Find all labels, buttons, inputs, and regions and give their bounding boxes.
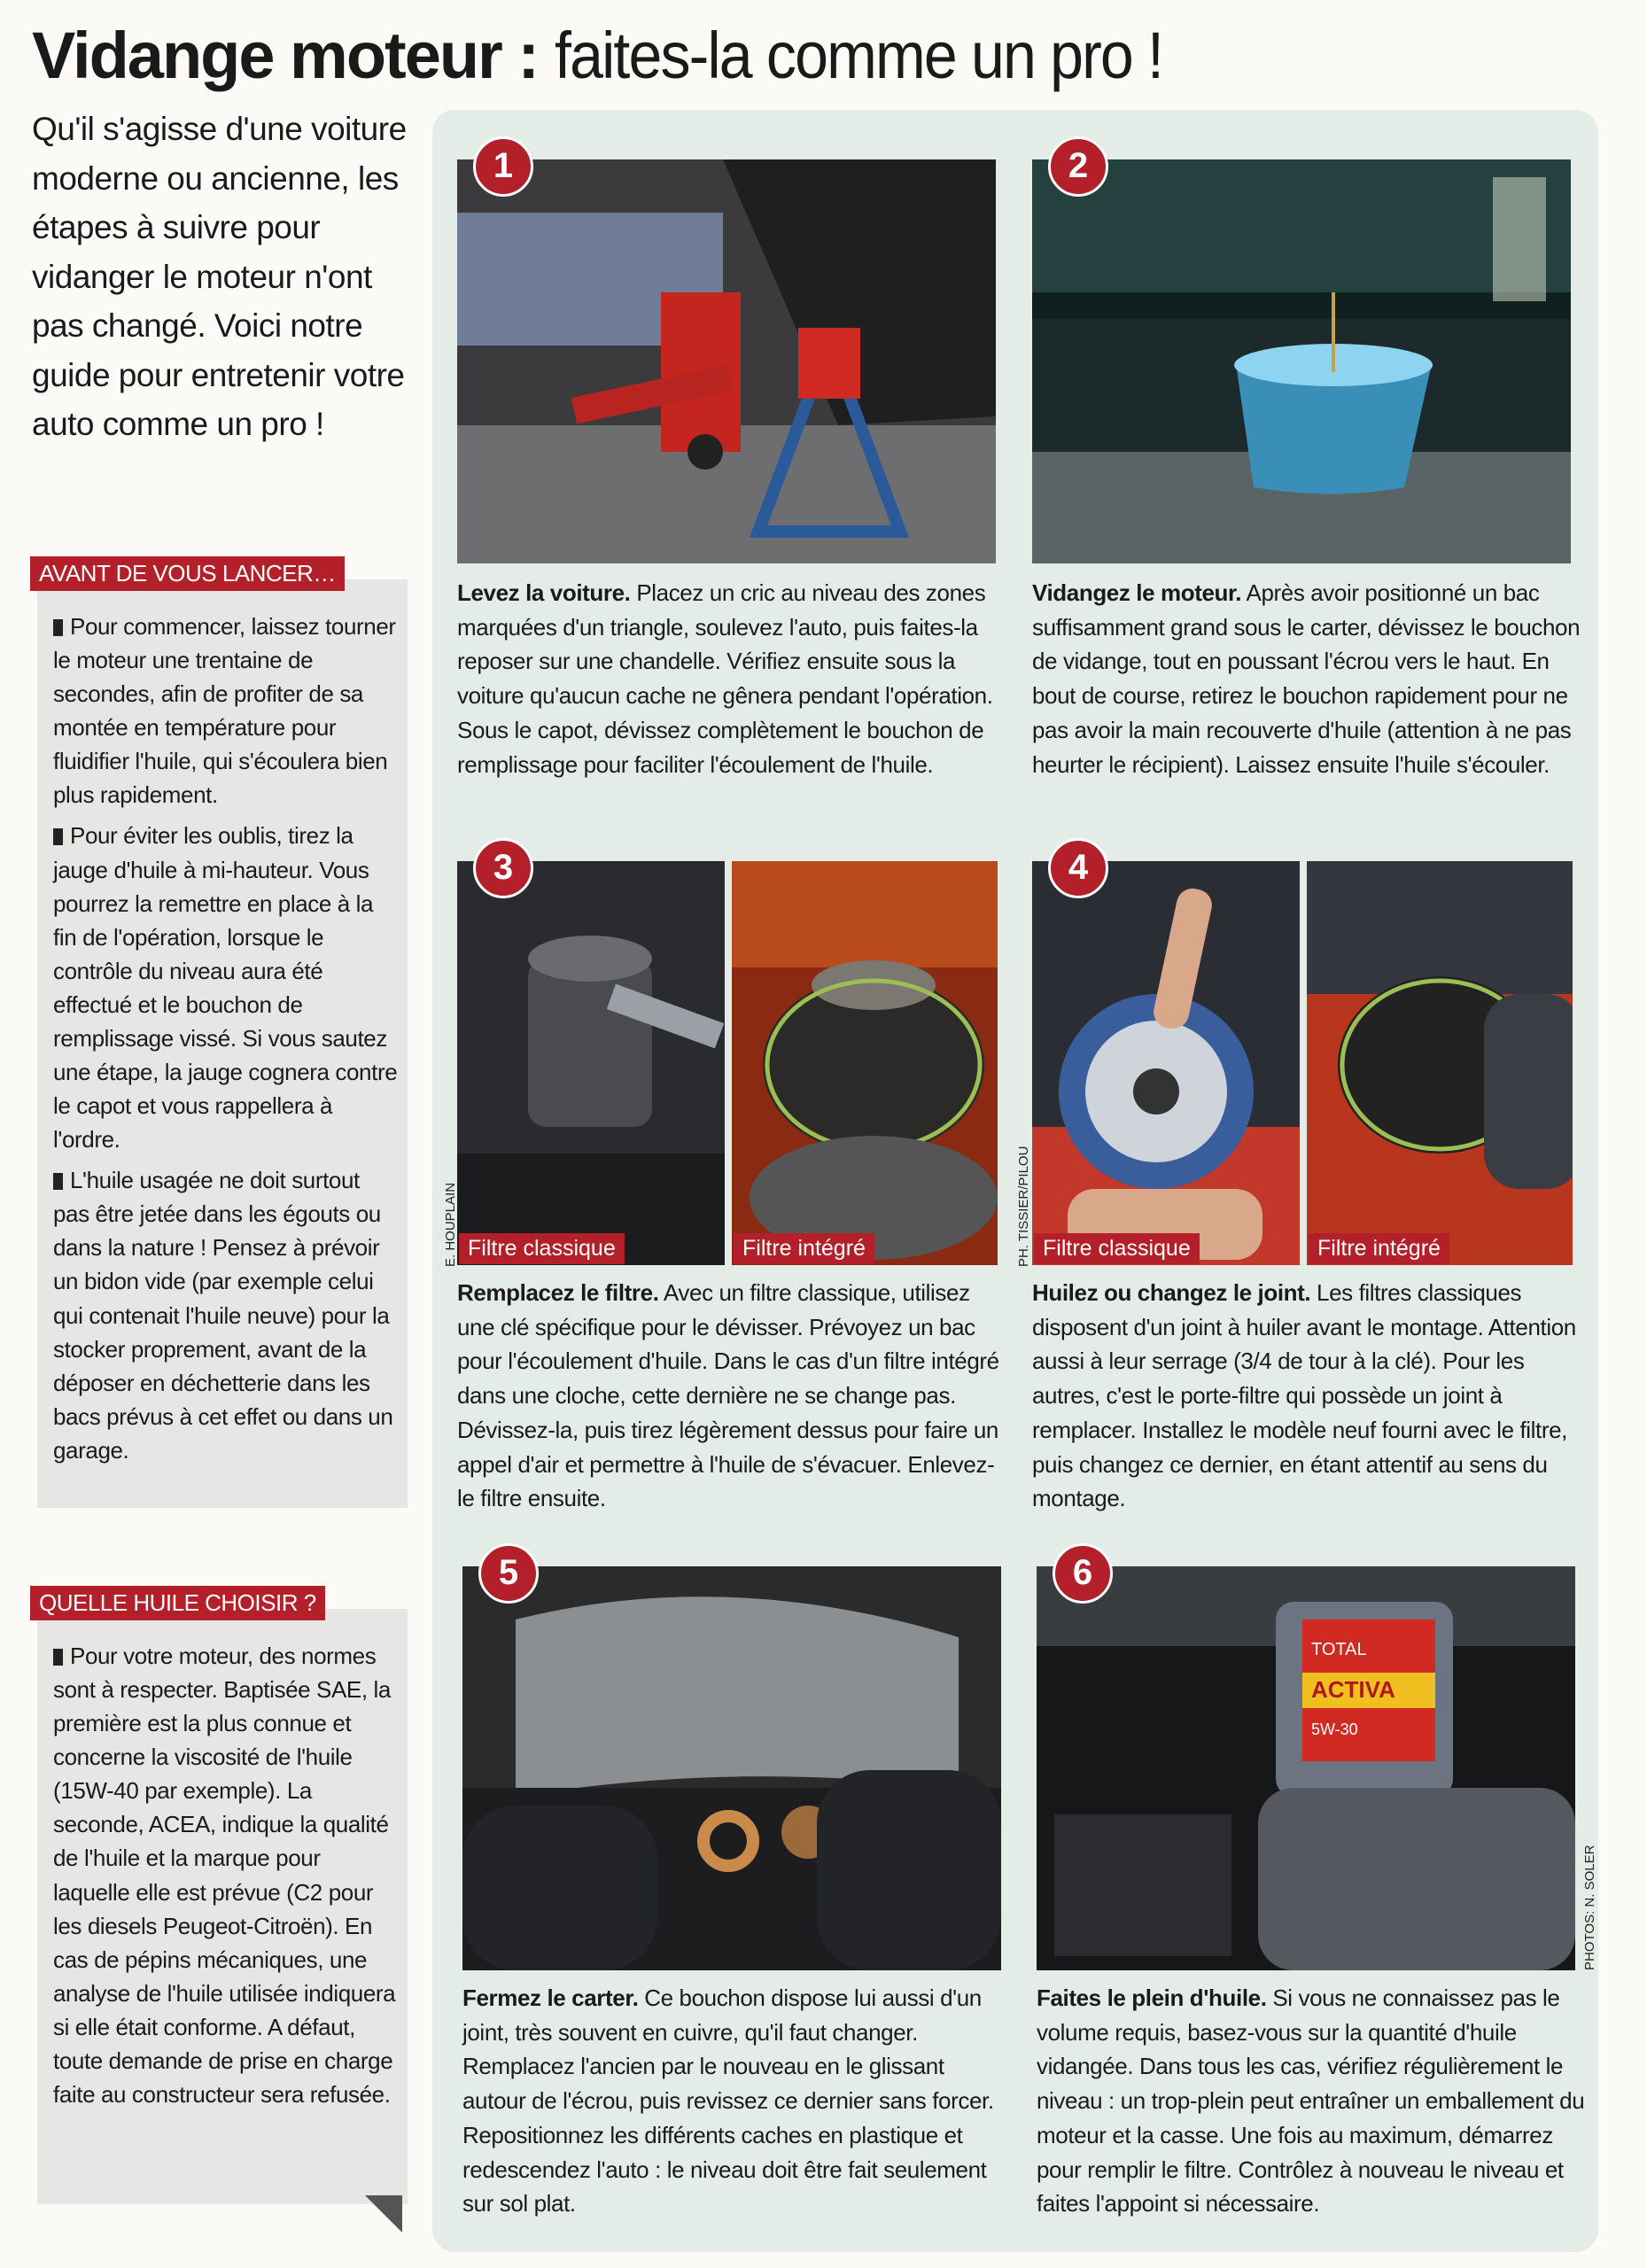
title-bold: Vidange moteur :	[32, 19, 539, 92]
step-lead: Fermez le carter.	[462, 1984, 639, 2011]
step-4-photo-classic	[1032, 861, 1300, 1265]
step-2-photo	[1032, 159, 1571, 563]
photo-credit: E. HOUPLAIN	[443, 1182, 458, 1267]
step-5-photo	[462, 1566, 1001, 1970]
sidebar-paragraph	[53, 819, 399, 1156]
step-1-photo	[457, 159, 996, 563]
step-5-text	[462, 1981, 1012, 2221]
step-lead: Faites le plein d'huile.	[1037, 1984, 1267, 2011]
photo-credit: PHOTOS: N. SOLER	[1582, 1845, 1597, 1970]
photo-credit: PH. TISSIER/PILOU	[1016, 1146, 1031, 1267]
paragraph-text: Pour commencer, laissez tourner le moteur une trentaine de secondes, afin de profiter de sa montée en température pour fluidifier l'huile, qui s'écoulera bien plus rapidement.	[53, 613, 396, 809]
step-3-badge: 3	[473, 838, 533, 898]
bottle-product: ACTIVA	[1311, 1676, 1395, 1703]
corner-triangle	[365, 2195, 402, 2233]
sidebar-heading: QUELLE HUILE CHOISIR ?	[30, 1586, 325, 1620]
sidebar-box-before-start	[37, 560, 408, 1508]
step-2-badge: 2	[1048, 136, 1108, 197]
step-body: Après avoir positionné un bac suffisamment grand sous le carter, dévissez le bouchon de vidange, tout en poussant l'écrou vers le haut. En bout de course, retirez le bouchon rapidement pour ne pas avoir la main recouverte d'huile (attention à ne pas heurter le récipient). Laissez ensuite l'huile s'écouler.	[1032, 579, 1581, 778]
step-6-photo	[1037, 1566, 1575, 1970]
bullet-icon	[53, 619, 63, 636]
step-3-text	[457, 1276, 1006, 1516]
step-4-text	[1032, 1276, 1581, 1516]
page-title	[32, 19, 1215, 91]
sidebar-text	[53, 610, 399, 1474]
tag-classic-filter: Filtre classique	[1034, 1233, 1200, 1264]
paragraph-text: L'huile usagée ne doit surtout pas être jetée dans les égouts ou dans la nature ! Pensez à prévoir un bidon vide (par exemple celui qui contenait l'huile neuve) pour la stocker proprement, avant de la déposer en déchetterie dans les bacs prévus à cet effet ou dans un garage.	[53, 1167, 393, 1464]
step-body: Avec un filtre classique, utilisez une clé spécifique pour le dévisser. Prévoyez un bac pour l'écoulement d'huile. Dans le cas d'un filtre intégré dans une cloche, cette dernière ne se change pas. Dévissez-la, puis tirez légèrement dessus pour faire un appel d'air et permettre à l'huile de s'évacuer. Enlevez-le filtre ensuite.	[457, 1279, 999, 1512]
bottle-grade: 5W-30	[1311, 1720, 1358, 1738]
sidebar-text	[53, 1639, 399, 2118]
step-lead: Vidangez le moteur.	[1032, 579, 1242, 606]
step-lead: Levez la voiture.	[457, 579, 631, 606]
step-2-text	[1032, 576, 1581, 781]
bottle-brand: TOTAL	[1311, 1640, 1367, 1659]
step-3-photo-integrated	[732, 861, 998, 1265]
title-rest: faites-la comme un pro !	[554, 19, 1162, 92]
step-3-photo-classic	[457, 861, 725, 1265]
intro-paragraph: Qu'il s'agisse d'une voiture moderne ou ancienne, les étapes à suivre pour vidanger le moteur n'ont pas changé. Voici notre guide pour entretenir votre auto comme un pro !	[32, 111, 407, 442]
step-1-badge: 1	[473, 136, 533, 197]
sidebar-box-which-oil	[37, 1589, 408, 2204]
step-6-badge: 6	[1053, 1543, 1113, 1604]
step-5-badge: 5	[478, 1543, 539, 1604]
step-6-text	[1037, 1981, 1586, 2221]
step-lead: Remplacez le filtre.	[457, 1279, 659, 1306]
sidebar-paragraph	[53, 610, 399, 812]
bullet-icon	[53, 1173, 63, 1190]
paragraph-text: Pour votre moteur, des normes sont à respecter. Baptisée SAE, la première est la plus connue et concerne la viscosité de l'huile (15W-40 par exemple). La seconde, ACEA, indique la qualité de l'huile et la marque pour laquelle elle est prévue (C2 pour les diesels Peugeot-Citroën). En cas de pépins mécaniques, une analyse de l'huile utilisée indiquera si elle était conforme. A défaut, toute demande de prise en charge faite au constructeur sera refusée.	[53, 1643, 396, 2109]
step-body: Les filtres classiques disposent d'un joint à huiler avant le montage. Attention aussi à leur serrage (3/4 de tour à la clé). Pour les autres, c'est le porte-filtre qui possède un joint à remplacer. Installez le modèle neuf fourni avec le filtre, puis changez ce dernier, en étant attentif au sens du montage.	[1032, 1279, 1576, 1512]
paragraph-text: Pour éviter les oublis, tirez la jauge d'huile à mi-hauteur. Vous pourrez la remettre en place à la fin de l'opération, lorsque le contrôle du niveau aura été effectué et le bouchon de remplissage vissé. Si vous sautez une étape, la jauge cognera contre le capot et vous rappellera à l'ordre.	[53, 822, 398, 1153]
step-4-badge: 4	[1048, 838, 1108, 898]
step-lead: Huilez ou changez le joint.	[1032, 1279, 1311, 1306]
bullet-icon	[53, 1649, 63, 1666]
sidebar-heading: AVANT DE VOUS LANCER…	[30, 556, 345, 591]
step-body: Placez un cric au niveau des zones marquées d'un triangle, soulevez l'auto, puis faites-la reposer sur une chandelle. Vérifiez ensuite sous la voiture qu'aucun cache ne gênera pendant l'opération. Sous le capot, dévissez complètement le bouchon de remplissage pour faciliter l'écoulement de l'huile.	[457, 579, 993, 778]
tag-classic-filter: Filtre classique	[459, 1233, 625, 1264]
tag-integrated-filter: Filtre intégré	[1309, 1233, 1449, 1264]
sidebar-paragraph	[53, 1639, 399, 2111]
step-body: Ce bouchon dispose lui aussi d'un joint, très souvent en cuivre, qu'il faut changer. Remplacez l'ancien par le nouveau en le glissant autour de l'écrou, puis revissez ce dernier sans forcer. Repositionnez les différents caches en plastique et redescendez l'auto : le niveau doit être fait seulement sur sol plat.	[462, 1984, 994, 2218]
step-body: Si vous ne connaissez pas le volume requis, basez-vous sur la quantité d'huile vidangée. Dans tous les cas, vérifiez régulièrement le niveau : un trop-plein peut entraîner un emballement du moteur et la casse. Une fois au maximum, démarrez pour remplir le filtre. Contrôlez à nouveau le niveau et faites l'appoint si nécessaire.	[1037, 1984, 1585, 2218]
sidebar-paragraph	[53, 1163, 399, 1467]
step-4-photo-integrated	[1307, 861, 1573, 1265]
step-1-text	[457, 576, 1006, 781]
tag-integrated-filter: Filtre intégré	[734, 1233, 874, 1264]
bullet-icon	[53, 828, 63, 845]
